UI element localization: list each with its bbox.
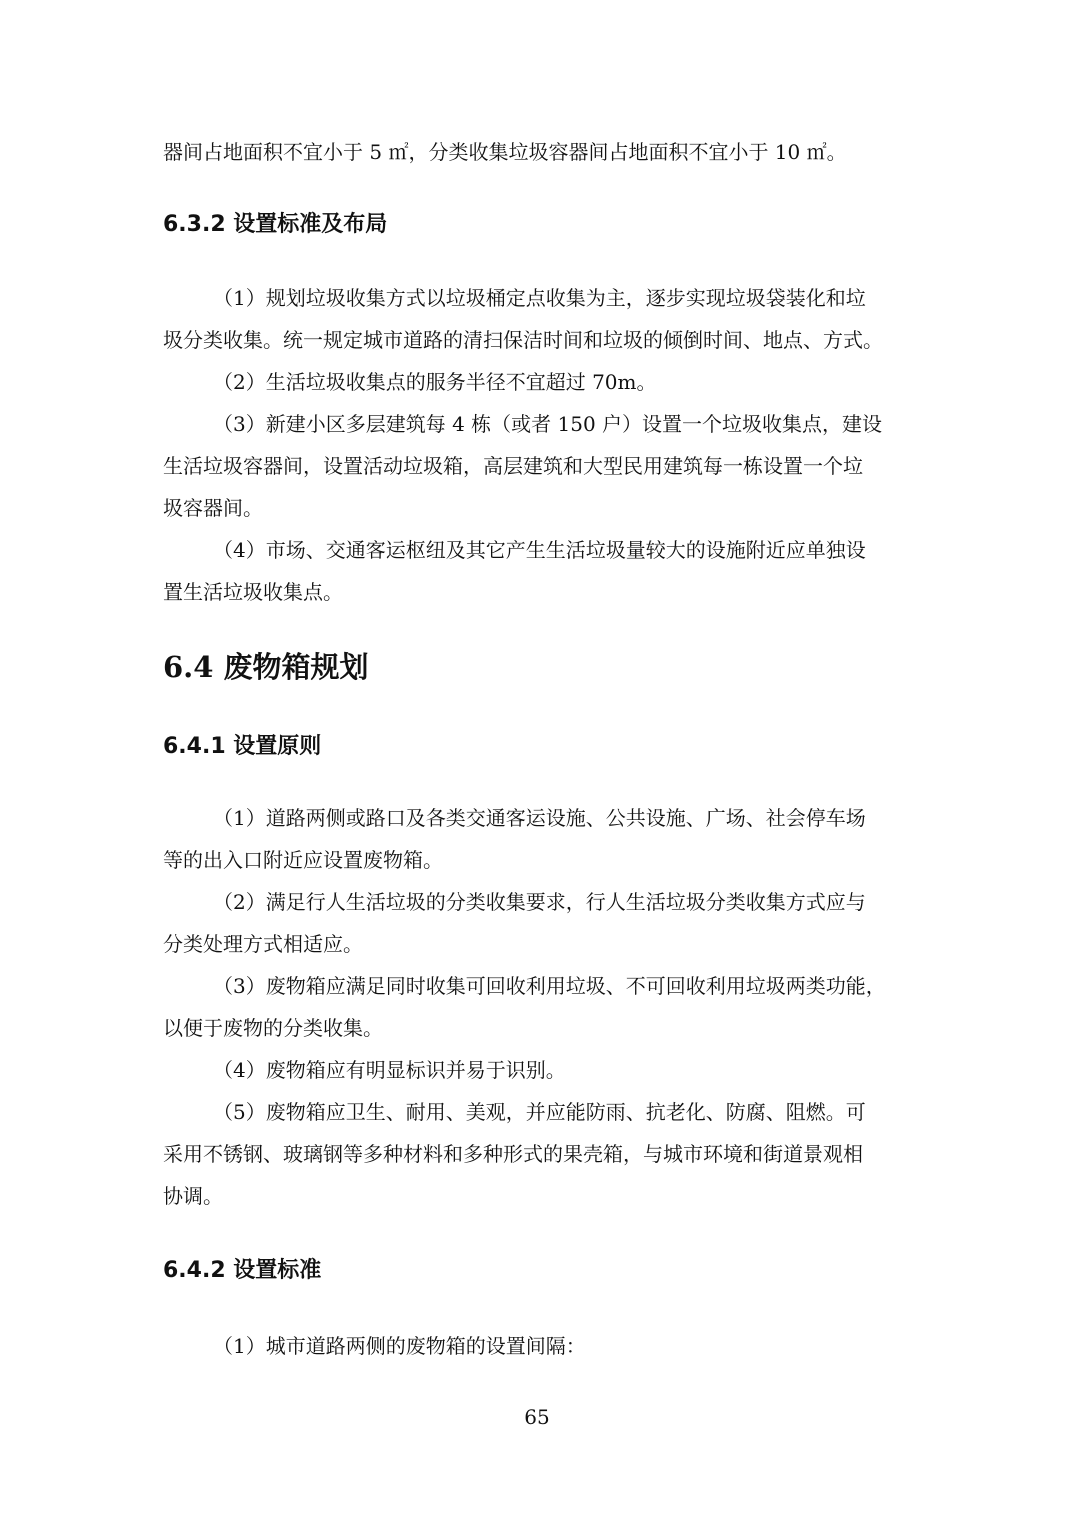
- list-item-line: 圾容器间。: [163, 496, 263, 520]
- list-item-line: （4）废物箱应有明显标识并易于识别。: [213, 1058, 566, 1082]
- paragraph-line: 器间占地面积不宜小于 5 ㎡，分类收集垃圾容器间占地面积不宜小于 10 ㎡。: [163, 140, 847, 164]
- list-item-line: 圾分类收集。统一规定城市道路的清扫保洁时间和垃圾的倾倒时间、地点、方式。: [163, 328, 883, 352]
- page-number: 65: [524, 1405, 550, 1429]
- list-item-line: （4）市场、交通客运枢纽及其它产生生活垃圾量较大的设施附近应单独设: [213, 538, 866, 562]
- list-item-line: （1）城市道路两侧的废物箱的设置间隔：: [213, 1334, 586, 1358]
- list-item-line: 以便于废物的分类收集。: [163, 1016, 383, 1040]
- list-item-line: 置生活垃圾收集点。: [163, 580, 343, 604]
- list-item-line: 协调。: [163, 1184, 223, 1208]
- list-item-line: （1）规划垃圾收集方式以垃圾桶定点收集为主，逐步实现垃圾袋装化和垃: [213, 286, 866, 310]
- list-item-line: （3）新建小区多层建筑每 4 栋（或者 150 户）设置一个垃圾收集点，建设: [213, 412, 883, 436]
- list-item-line: （2）生活垃圾收集点的服务半径不宜超过 70m。: [213, 370, 657, 394]
- section-heading-6-4: 6.4 废物箱规划: [163, 650, 369, 684]
- list-item-line: 等的出入口附近应设置废物箱。: [163, 848, 443, 872]
- list-item-line: 分类处理方式相适应。: [163, 932, 363, 956]
- list-item-line: 生活垃圾容器间，设置活动垃圾箱，高层建筑和大型民用建筑每一栋设置一个垃: [163, 454, 863, 478]
- list-item-line: （2）满足行人生活垃圾的分类收集要求，行人生活垃圾分类收集方式应与: [213, 890, 866, 914]
- section-heading-6-3-2: 6.3.2 设置标准及布局: [163, 212, 388, 237]
- section-heading-6-4-1: 6.4.1 设置原则: [163, 734, 322, 759]
- list-item-line: （5）废物箱应卫生、耐用、美观，并应能防雨、抗老化、防腐、阻燃。可: [213, 1100, 866, 1124]
- list-item-line: （1）道路两侧或路口及各类交通客运设施、公共设施、广场、社会停车场: [213, 806, 866, 830]
- section-heading-6-4-2: 6.4.2 设置标准: [163, 1258, 322, 1283]
- list-item-line: （3）废物箱应满足同时收集可回收利用垃圾、不可回收利用垃圾两类功能，: [213, 974, 886, 998]
- list-item-line: 采用不锈钢、玻璃钢等多种材料和多种形式的果壳箱，与城市环境和街道景观相: [163, 1142, 863, 1166]
